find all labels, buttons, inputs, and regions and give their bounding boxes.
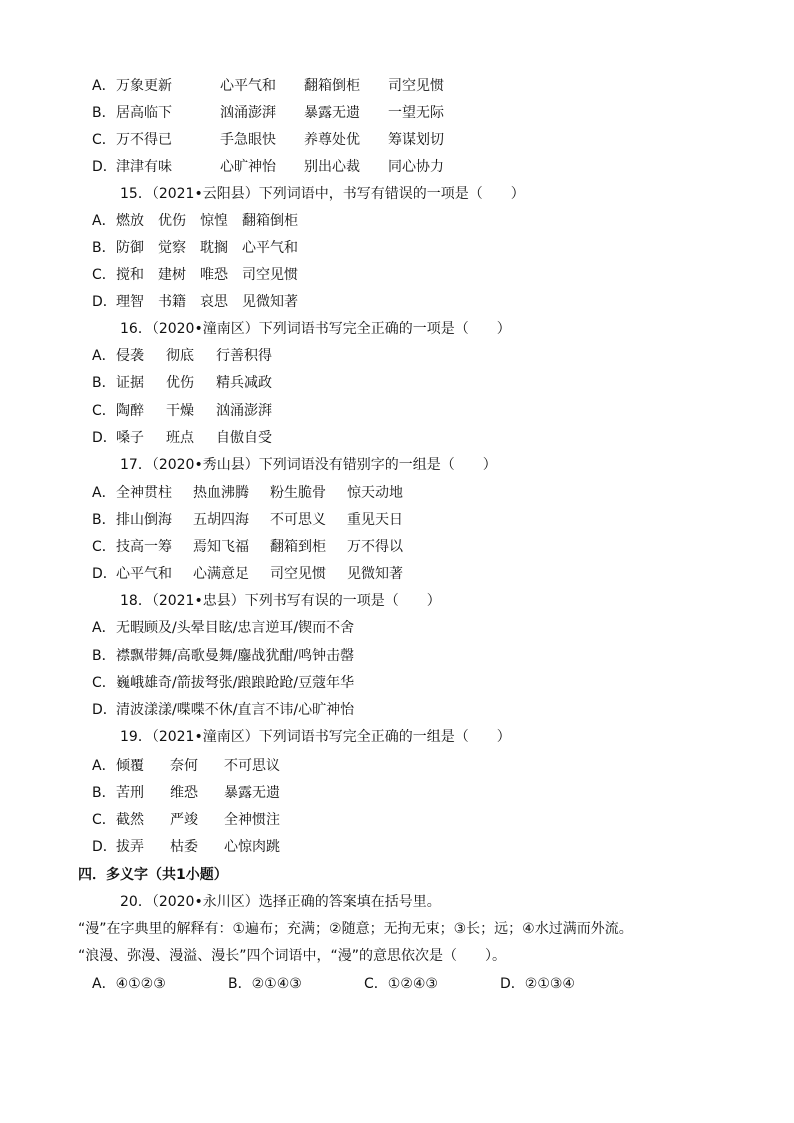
- option-word: 觉察: [158, 240, 186, 256]
- q20-answer-options: [92, 974, 575, 994]
- option-word: 汹涌澎湃: [216, 403, 272, 419]
- q19-option-c: [92, 810, 280, 830]
- option-word: 热血沸腾: [193, 485, 249, 501]
- option-word: 见微知著: [242, 294, 298, 310]
- q20-question: 20．（2020•永川区）选择正确的答案填在括号里。: [120, 894, 441, 910]
- option-word: 枯委: [170, 839, 198, 855]
- q18-option-d: [92, 700, 354, 720]
- option-word: 心满意足: [193, 566, 249, 582]
- option-word: 书籍: [158, 294, 186, 310]
- option-word: 陶醉: [116, 403, 144, 419]
- q19-option-a: [92, 756, 280, 776]
- q18-option-c: [92, 673, 354, 693]
- option-word: 全神贯柱: [116, 485, 172, 501]
- option-word: 精兵减政: [216, 375, 272, 391]
- option-label: C．: [92, 267, 116, 283]
- option-word: 行善积得: [216, 348, 272, 364]
- option-word: 司空见惯: [242, 267, 298, 283]
- option-word: 截然: [116, 812, 144, 828]
- option-label: A．: [92, 348, 116, 364]
- q16-option-c: [92, 401, 272, 421]
- option-word: 司空见惯: [270, 566, 326, 582]
- option-label: C．: [92, 539, 116, 555]
- option-word: 优伤: [158, 213, 186, 229]
- q14-option-a: [92, 76, 444, 96]
- q17-option-a: [92, 483, 403, 503]
- option-word: 惊惶: [200, 213, 228, 229]
- option-label: B．: [92, 648, 116, 664]
- section-heading: 四．多义字（共1小题）: [78, 867, 228, 883]
- q15-option-c: [92, 265, 298, 285]
- option-label: B．: [92, 375, 116, 391]
- q14-option-c: [92, 130, 444, 150]
- option-word: 暴露无遗: [304, 105, 360, 121]
- option-word: 津津有味: [116, 159, 172, 175]
- q16-question: 16．（2020•潼南区）下列词语书写完全正确的一项是（ ）: [120, 321, 511, 337]
- option-label: C．: [92, 812, 116, 828]
- q15-option-b: [92, 238, 298, 258]
- option-word: 一望无际: [388, 105, 444, 121]
- option-label: D．: [92, 566, 117, 582]
- option-word: 排山倒海: [116, 512, 172, 528]
- option-word: 倾覆: [116, 758, 144, 774]
- option-word: 心惊肉跳: [224, 839, 280, 855]
- option-word: 不可思议: [224, 758, 280, 774]
- option-word: 焉知飞福: [193, 539, 249, 555]
- option-label: D．: [92, 294, 117, 310]
- option-word: 唯恐: [200, 267, 228, 283]
- answer-option-d: D．②①③④: [500, 976, 575, 992]
- option-text: 无暇顾及/头晕目眩/忠言逆耳/锲而不舍: [116, 620, 355, 636]
- option-word: 养尊处优: [304, 132, 360, 148]
- option-text: 清波漾漾/喋喋不休/直言不讳/心旷神怡: [116, 702, 355, 718]
- option-word: 耽搁: [200, 240, 228, 256]
- q16-option-a: [92, 346, 272, 366]
- q19-question: 19．（2021•潼南区）下列词语书写完全正确的一组是（ ）: [120, 729, 511, 745]
- option-word: 理智: [116, 294, 144, 310]
- option-word: 万不得已: [116, 132, 172, 148]
- option-word: 筹谋划切: [388, 132, 444, 148]
- option-word: 见微知著: [347, 566, 403, 582]
- option-label: B．: [92, 240, 116, 256]
- option-word: 彻底: [166, 348, 194, 364]
- option-text: 襟飘带舞/高歌曼舞/鏖战犹酣/鸣钟击罄: [116, 648, 355, 664]
- option-word: 重见天日: [347, 512, 403, 528]
- option-label: D．: [92, 159, 117, 175]
- option-word: 心平气和: [220, 78, 276, 94]
- q15-option-a: [92, 211, 298, 231]
- q18-option-a: [92, 618, 354, 638]
- option-label: C．: [92, 403, 116, 419]
- option-word: 翻箱倒柜: [304, 78, 360, 94]
- option-word: 万不得以: [347, 539, 403, 555]
- option-word: 不可思义: [270, 512, 326, 528]
- option-label: A．: [92, 78, 116, 94]
- option-word: 优伤: [166, 375, 194, 391]
- option-word: 苦刑: [116, 785, 144, 801]
- option-word: 防御: [116, 240, 144, 256]
- q14-option-d: [92, 157, 444, 177]
- option-word: 暴露无遗: [224, 785, 280, 801]
- option-label: D．: [92, 839, 117, 855]
- q17-option-c: [92, 537, 403, 557]
- option-label: B．: [92, 105, 116, 121]
- option-word: 嗓子: [116, 430, 144, 446]
- q15-option-d: [92, 292, 298, 312]
- option-label: D．: [92, 702, 117, 718]
- option-word: 班点: [166, 430, 194, 446]
- q16-option-d: [92, 428, 272, 448]
- option-word: 哀思: [200, 294, 228, 310]
- option-label: B．: [92, 512, 116, 528]
- option-word: 心旷神怡: [220, 159, 276, 175]
- q18-option-b: [92, 646, 354, 666]
- option-label: C．: [92, 132, 116, 148]
- option-word: 心平气和: [116, 566, 172, 582]
- option-word: 搅和: [116, 267, 144, 283]
- option-label: B．: [92, 785, 116, 801]
- option-word: 维恐: [170, 785, 198, 801]
- option-word: 翻箱倒柜: [242, 213, 298, 229]
- option-word: 汹涌澎湃: [220, 105, 276, 121]
- option-word: 侵袭: [116, 348, 144, 364]
- q15-question: 15．（2021•云阳县）下列词语中，书写有错误的一项是（ ）: [120, 186, 525, 202]
- q19-option-d: [92, 837, 280, 857]
- option-word: 干燥: [166, 403, 194, 419]
- q14-option-b: [92, 103, 444, 123]
- option-word: 五胡四海: [193, 512, 249, 528]
- option-word: 心平气和: [242, 240, 298, 256]
- option-word: 翻箱到柜: [270, 539, 326, 555]
- option-word: 拔弄: [116, 839, 144, 855]
- option-word: 自傲自受: [216, 430, 272, 446]
- option-word: 别出心裁: [304, 159, 360, 175]
- option-word: 粉生脆骨: [270, 485, 326, 501]
- q20-prompt-text: “浪漫、弥漫、漫溢、漫长”四个词语中，“漫”的意思依次是（ ）。: [78, 948, 507, 964]
- q17-option-d: [92, 564, 403, 584]
- option-word: 手急眼快: [220, 132, 276, 148]
- option-word: 司空见惯: [388, 78, 444, 94]
- q19-option-b: [92, 783, 280, 803]
- q16-option-b: [92, 373, 272, 393]
- q17-question: 17．（2020•秀山县）下列词语没有错别字的一组是（ ）: [120, 457, 497, 473]
- option-label: A．: [92, 758, 116, 774]
- option-word: 严竣: [170, 812, 198, 828]
- option-word: 燃放: [116, 213, 144, 229]
- option-word: 证据: [116, 375, 144, 391]
- option-label: A．: [92, 485, 116, 501]
- option-word: 居高临下: [116, 105, 172, 121]
- option-label: A．: [92, 620, 116, 636]
- option-word: 奈何: [170, 758, 198, 774]
- option-word: 全神惯注: [224, 812, 280, 828]
- option-word: 技高一筹: [116, 539, 172, 555]
- option-word: 万象更新: [116, 78, 172, 94]
- answer-option-a: A．④①②③: [92, 976, 166, 992]
- option-word: 同心协力: [388, 159, 444, 175]
- option-label: A．: [92, 213, 116, 229]
- option-label: C．: [92, 675, 116, 691]
- q17-option-b: [92, 510, 403, 530]
- option-word: 建树: [158, 267, 186, 283]
- q18-question: 18．（2021•忠县）下列书写有误的一项是（ ）: [120, 593, 441, 609]
- answer-option-b: B．②①④③: [228, 976, 302, 992]
- q20-definition-text: “漫”在字典里的解释有：①遍布；充满；②随意；无拘无束；③长；远；④水过满而外流。: [78, 921, 633, 937]
- option-label: D．: [92, 430, 117, 446]
- answer-option-c: C．①②④③: [364, 976, 438, 992]
- option-text: 巍峨雄奇/箭拔弩张/踉踉跄跄/豆蔻年华: [116, 675, 355, 691]
- option-word: 惊天动地: [347, 485, 403, 501]
